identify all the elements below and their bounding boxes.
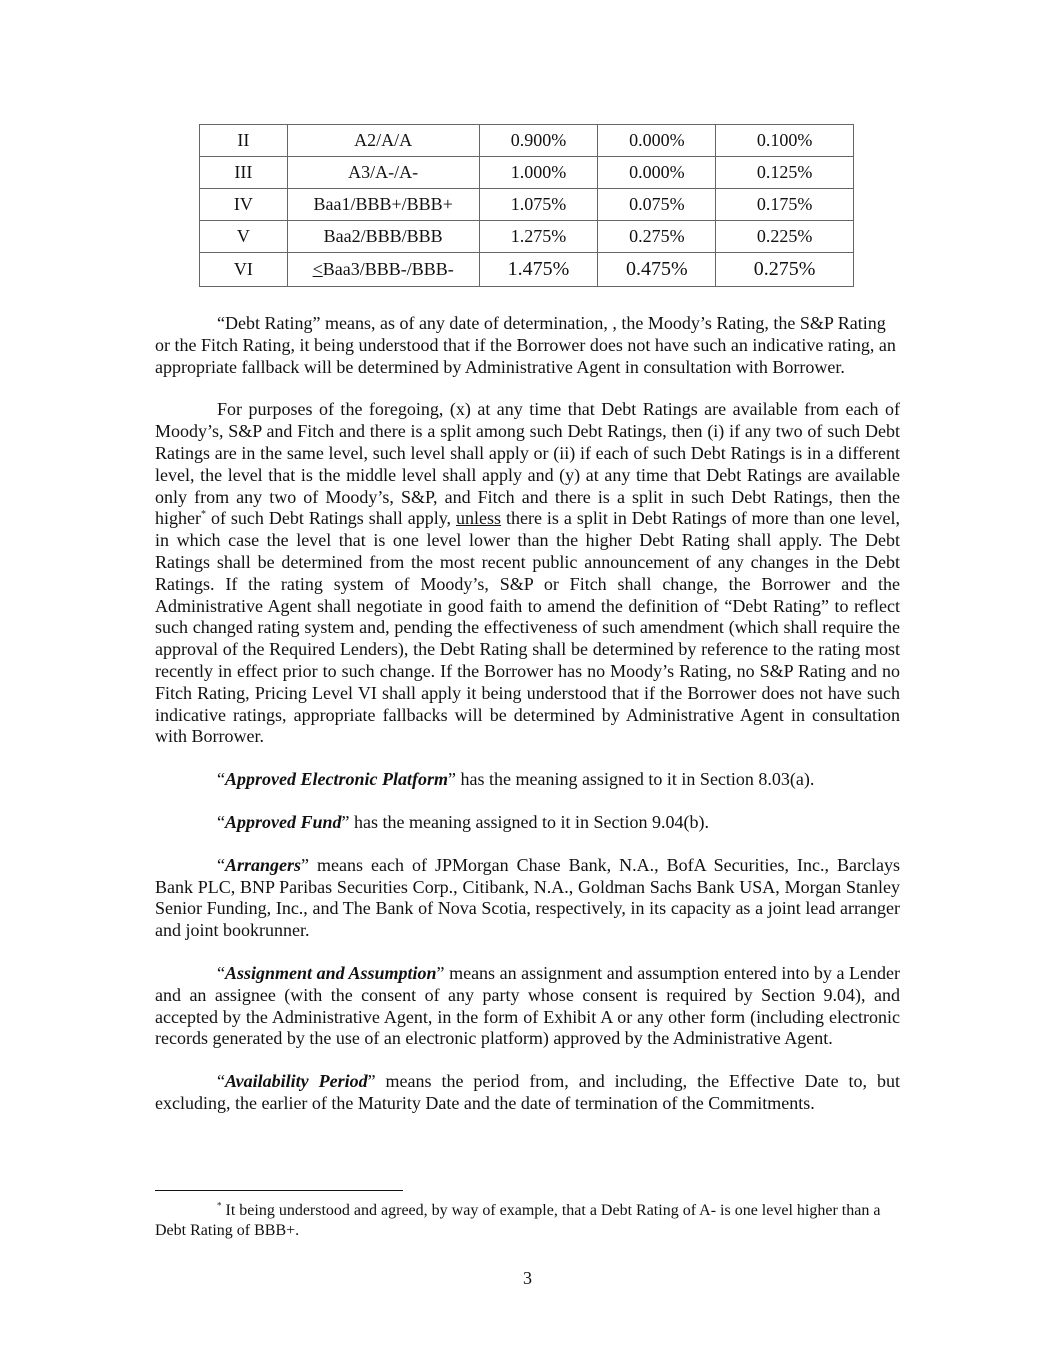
margin-cell: 0.000%	[598, 157, 716, 189]
pricing-level-cell: IV	[200, 189, 288, 221]
fee-cell: 0.275%	[716, 253, 854, 287]
quote-mark: “	[217, 1071, 225, 1092]
footnote	[155, 1201, 900, 1241]
defined-term: Approved Electronic Platform	[225, 769, 448, 790]
definition-availability-period	[155, 1071, 900, 1115]
footnote-marker: *	[217, 1200, 222, 1211]
table-row	[200, 189, 854, 221]
definition-text: ” has the meaning assigned to it in Section 8.03(a).	[447, 769, 815, 790]
definition-approved-fund	[155, 812, 900, 834]
definition-text: ” has the meaning assigned to it in Section 9.04(b).	[341, 811, 709, 832]
pricing-level-cell: V	[200, 221, 288, 253]
footnote-reference: *	[200, 509, 206, 521]
table-row	[200, 157, 854, 189]
pricing-level-cell: II	[200, 125, 288, 157]
pricing-level-cell: III	[200, 157, 288, 189]
body-text	[155, 313, 900, 1136]
fee-cell: 0.175%	[716, 189, 854, 221]
quote-mark: “	[217, 769, 225, 790]
defined-term: Arrangers	[225, 854, 302, 875]
rating-cell: A2/A/A	[287, 125, 479, 157]
rating-cell: A3/A-/A-	[287, 157, 479, 189]
purposes-text: For purposes of the foregoing, (x) at any time that Debt Ratings are available from each of Moody’s, S&P and Fitch and there is a split among such Debt Ratings, then (i) if any two of such Debt Ratings are in the same level, such level shall apply or (ii) if each of such Debt Ratings is in a different level, the level that is the middle level shall apply and (y) at any time that Debt Ratings are available only from any two of Moody’s, S&P, and Fitch and there is a split in such Debt Ratings, then the higher	[155, 399, 900, 529]
page-number: 3	[523, 1268, 532, 1288]
fee-cell: 0.100%	[716, 125, 854, 157]
margin-cell: 1.475%	[479, 253, 598, 287]
definition-text: ” means each of JPMorgan Chase Bank, N.A., BofA Securities, Inc., Barclays Bank PLC, BNP Paribas Securities Corp., Citibank, N.A., Goldman Sachs Bank USA, Morgan Stanley Senior Funding, Inc., and The Bank of Nova Scotia, respectively, in its capacity as a joint lead arranger and joint bookrunner.	[155, 854, 900, 941]
fee-cell: 0.225%	[716, 221, 854, 253]
definition-arrangers	[155, 855, 900, 942]
rating-cell: Baa2/BBB/BBB	[287, 221, 479, 253]
quote-mark: “	[217, 854, 225, 875]
unless-underlined: unless	[456, 508, 502, 529]
definition-text: ” means an assignment and assumption entered into by a Lender and an assignee (with the consent of any party whose consent is required by Section 9.04), and accepted by the Administrative Agent, in the form of Exhibit A or any other form (including electronic records generated by the use of an electronic platform) approved by the Administrative Agent.	[155, 962, 900, 1049]
rating-text: Baa3/BBB-/BBB-	[322, 259, 454, 279]
debt-rating-definition: “Debt Rating” means, as of any date of determination, , the Moody’s Rating, the S&P Rating or the Fitch Rating, it being understood that if the Borrower does not have such an indicative rating, an appropriate fallback will be determined by Administrative Agent in consultation with Borrower.	[155, 313, 896, 377]
definition-approved-electronic-platform	[155, 769, 900, 791]
table-row	[200, 221, 854, 253]
footnote-divider	[155, 1190, 403, 1191]
rating-cell	[287, 253, 479, 287]
purposes-text: of such Debt Ratings shall apply,	[205, 508, 457, 529]
pricing-level-table	[199, 124, 854, 287]
margin-cell: 1.075%	[479, 189, 598, 221]
less-than-or-equal-sign: <	[312, 259, 323, 279]
defined-term: Assignment and Assumption	[225, 962, 437, 983]
definition-assignment-and-assumption	[155, 963, 900, 1050]
margin-cell: 0.275%	[598, 221, 716, 253]
pricing-level-cell: VI	[200, 253, 288, 287]
margin-cell: 0.900%	[479, 125, 598, 157]
margin-cell: 0.075%	[598, 189, 716, 221]
purposes-paragraph	[155, 399, 900, 748]
defined-term: Availability Period	[225, 1071, 368, 1092]
quote-mark: “	[217, 962, 225, 983]
margin-cell: 1.275%	[479, 221, 598, 253]
purposes-text: there is a split in Debt Ratings of more than one level, in which case the level that is one level lower than the higher Debt Rating shall apply. The Debt Ratings shall be determined from the most recent public announcement of any changes in the Debt Ratings. If the rating system of Moody’s, S&P or Fitch shall change, the Borrower and the Administrative Agent shall negotiate in good faith to amend the definition of “Debt Rating” to reflect such changed rating system and, pending the effectiveness of such amendment (which shall require the approval of the Required Lenders), the Debt Rating shall be determined by reference to the rating most recently in effect prior to such change. If the Borrower has no Moody’s Rating, no S&P Rating and no Fitch Rating, Pricing Level VI shall apply it being understood that if the Borrower does not have such indicative ratings, appropriate fallbacks will be determined by Administrative Agent in consultation with Borrower.	[155, 508, 900, 747]
table-row	[200, 253, 854, 287]
definition-text: ” means the period from, and including, the Effective Date to, but excluding, the earlier of the Maturity Date and the date of termination of the Commitments.	[155, 1071, 900, 1113]
margin-cell: 0.000%	[598, 125, 716, 157]
rating-cell: Baa1/BBB+/BBB+	[287, 189, 479, 221]
table-row	[200, 125, 854, 157]
fee-cell: 0.125%	[716, 157, 854, 189]
footnote-text: It being understood and agreed, by way of example, that a Debt Rating of A- is one level higher than a Debt Rating of BBB+.	[155, 1202, 881, 1239]
margin-cell: 1.000%	[479, 157, 598, 189]
margin-cell: 0.475%	[598, 253, 716, 287]
defined-term: Approved Fund	[225, 811, 342, 832]
quote-mark: “	[217, 811, 225, 832]
